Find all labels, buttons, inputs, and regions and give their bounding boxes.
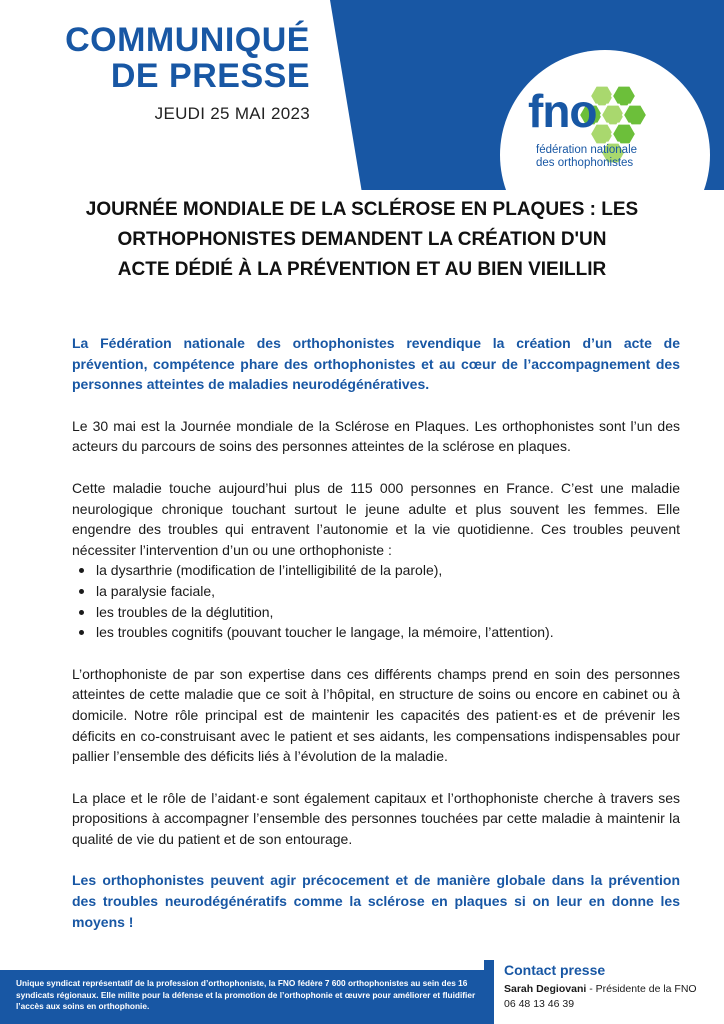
title-line-1: COMMUNIQUÉ	[65, 21, 310, 59]
contact-phone[interactable]: 06 48 13 46 39	[504, 998, 575, 1010]
logo-hexagon	[623, 105, 647, 126]
paragraph-4: La place et le rôle de l’aidant·e sont également capitaux et l’orthophoniste cherche à travers ses propositions à accompagner l’ensemble des personnes touchées par cette maladie à maintenir la qualité de vie du patient et de son entourage.	[72, 789, 680, 847]
paragraph-2: Cette maladie touche aujourd’hui plus de 115 000 personnes en France. C’est une maladie neurologique chronique touchant surtout le jeune adulte et plus souvent les femmes. Elle engendre des troubles qui entravent l’autonomie et la vie quotidienne. Ces troubles peuvent nécessiter l’intervention d’un ou une orthophoniste :	[72, 479, 680, 558]
list-item: les troubles cognitifs (pouvant toucher le langage, la mémoire, l’attention).	[72, 622, 680, 643]
logo-mark: fno	[528, 85, 597, 137]
list-item: les troubles de la déglutition,	[72, 602, 680, 623]
logo-hexagon	[601, 105, 625, 126]
list-item: la paralysie faciale,	[72, 581, 680, 602]
contact-role: - Présidente de la FNO	[586, 983, 697, 995]
contact-title: Contact presse	[504, 962, 606, 978]
logo-subtitle-line-2: des orthophonistes	[536, 157, 634, 169]
headline-line-3: ACTE DÉDIÉ À LA PRÉVENTION ET AU BIEN VIEILLIR	[117, 259, 607, 280]
article-body	[72, 333, 680, 953]
closing-paragraph: Les orthophonistes peuvent agir précocement et de manière globale dans la prévention des troubles neurodégénératifs comme la sclérose en plaques si on leur en donne les moyens !	[72, 872, 680, 930]
headline	[40, 195, 684, 285]
press-release-title	[65, 22, 310, 94]
logo-subtitle-line-1: fédération nationale	[536, 144, 638, 156]
contact-name: Sarah Degiovani	[504, 983, 587, 995]
headline-line-2: ORTHOPHONISTES DEMANDENT LA CRÉATION D'UN	[117, 229, 607, 250]
intro-paragraph: La Fédération nationale des orthophonistes revendique la création d’un acte de prévention, compétence phare des orthophonistes et au cœur de l’accompagnement des personnes atteintes de maladies neurodégénératives.	[72, 335, 680, 393]
headline-line-1: JOURNÉE MONDIALE DE LA SCLÉROSE EN PLAQUES : LES	[85, 199, 639, 220]
press-contact	[504, 962, 714, 1012]
logo-subtitle	[536, 144, 666, 170]
logo-hexagon	[612, 124, 636, 145]
footer-description: Unique syndicat représentatif de la profession d’orthophoniste, la FNO fédère 7 600 orthophonistes au sein des 16 syndicats régionaux. Elle milite pour la défense et la promotion de l’orthophonie et œuvre pour améliorer et fluidifier l’accès aux soins en orthophonie.	[16, 978, 476, 1011]
contact-person	[504, 982, 714, 997]
paragraph-1: Le 30 mai est la Journée mondiale de la Sclérose en Plaques. Les orthophonistes sont l’un des acteurs du parcours de soins des personnes atteintes de la sclérose en plaques.	[72, 417, 680, 455]
paragraph-2-block	[72, 478, 680, 643]
symptom-list	[72, 560, 680, 642]
release-date: JEUDI 25 MAI 2023	[154, 104, 310, 123]
title-line-2: DE PRESSE	[110, 57, 310, 95]
logo-hexagon	[612, 86, 636, 107]
footer-tab	[484, 960, 494, 1024]
list-item: la dysarthrie (modification de l’intelligibilité de la parole),	[72, 560, 680, 581]
paragraph-3: L’orthophoniste de par son expertise dans ces différents champs prend en soin des personnes atteintes de cette maladie que ce soit à l’hôpital, en structure de soins ou encore en cabinet ou à domicile. Notre rôle principal est de maintenir les capacités des patient·es et de prévenir les déficits en co-construisant avec le patient et ses aidants, les compensations indispensables pour pallier l’ensemble des déficits liés à l’évolution de la maladie.	[72, 665, 680, 765]
fno-logo	[524, 78, 664, 178]
